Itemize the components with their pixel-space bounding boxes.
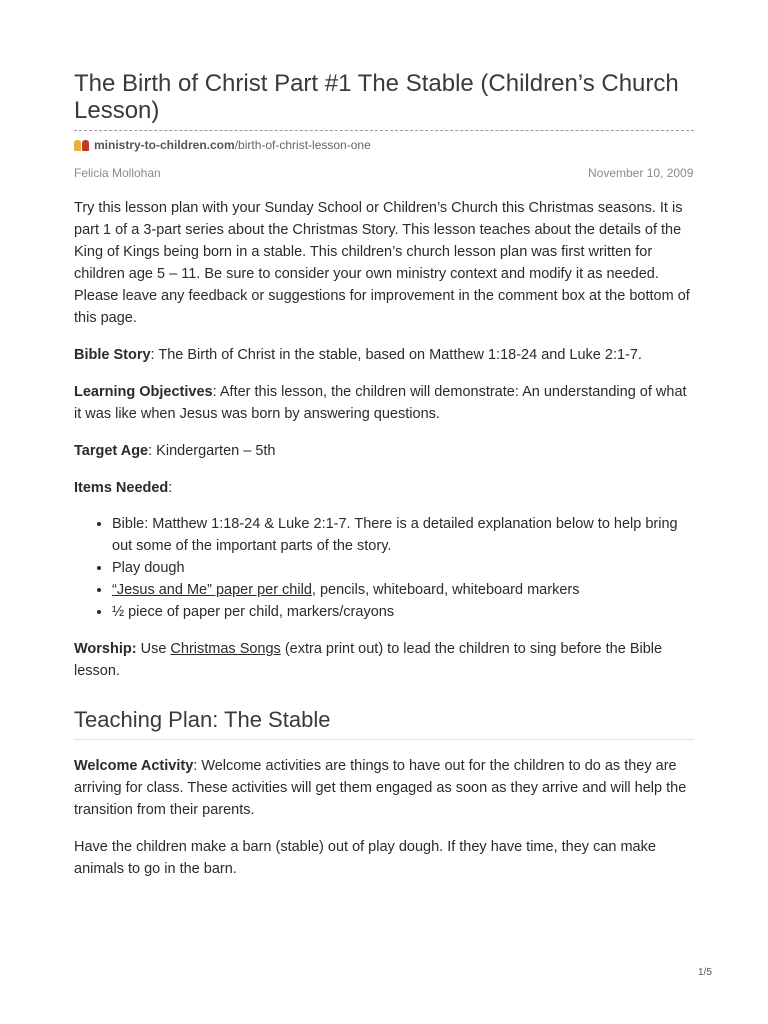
barn-paragraph: Have the children make a barn (stable) out of play dough. If they have time, they can make animals to go in the barn. bbox=[74, 839, 656, 877]
section-heading: Teaching Plan: The Stable bbox=[74, 706, 694, 740]
author-name: Felicia Mollohan bbox=[74, 166, 161, 180]
items-needed-label: Items Needed bbox=[74, 480, 169, 496]
page-number: 1/5 bbox=[698, 967, 712, 978]
objectives-text: : After this lesson, the children will demonstrate: An understanding of what it was like when Jesus was born by answering questions. bbox=[74, 384, 687, 422]
christmas-songs-link[interactable]: Christmas Songs bbox=[170, 641, 281, 657]
objectives-label: Learning Objectives bbox=[74, 384, 213, 400]
worship-label: Worship: bbox=[74, 641, 137, 657]
list-item bbox=[112, 579, 694, 601]
bible-story-text: : The Birth of Christ in the stable, based on Matthew 1:18-24 and Luke 2:1-7. bbox=[150, 347, 642, 363]
bible-story-label: Bible Story bbox=[74, 347, 151, 363]
items-list bbox=[74, 513, 694, 623]
objectives-paragraph bbox=[74, 381, 694, 425]
items-needed-heading bbox=[74, 477, 694, 499]
list-item bbox=[112, 557, 694, 579]
welcome-label: Welcome Activity bbox=[74, 758, 194, 774]
publish-date: November 10, 2009 bbox=[588, 166, 694, 180]
source-path[interactable]: /birth-of-christ-lesson-one bbox=[234, 138, 371, 152]
list-item bbox=[112, 513, 694, 557]
worship-paragraph bbox=[74, 638, 694, 682]
target-age-label: Target Age bbox=[74, 443, 149, 459]
article-meta bbox=[74, 164, 694, 182]
list-item-text: Play dough bbox=[112, 560, 185, 576]
list-item-text: ½ piece of paper per child, markers/crayons bbox=[112, 604, 395, 620]
jesus-and-me-link[interactable]: “Jesus and Me” paper per child bbox=[112, 582, 312, 598]
target-age-paragraph bbox=[74, 440, 694, 462]
intro-paragraph: Try this lesson plan with your Sunday School or Children’s Church this Christmas seasons. It is part 1 of a 3-part series about the Christmas Story. This lesson teaches about the details of the King of Kings being born in a stable. This children’s church lesson plan was first written for children age 5 – 11. Be sure to consider your own ministry context and modify it as needed. Please leave any feedback or suggestions for improvement in the comment box at the bottom of this page. bbox=[74, 200, 690, 326]
source-line bbox=[74, 137, 694, 153]
worship-post: (extra print out) to lead the children to sing before the Bible lesson. bbox=[74, 641, 663, 679]
welcome-text: : Welcome activities are things to have out for the children to do as they are arriving for class. These activities will get them engaged as soon as they arrive and will help the transition from their parents. bbox=[74, 758, 687, 818]
source-domain[interactable]: ministry-to-children.com bbox=[94, 138, 235, 152]
items-needed-suffix: : bbox=[168, 480, 173, 496]
article bbox=[74, 70, 694, 880]
target-age-text: : Kindergarten – 5th bbox=[148, 443, 276, 459]
children-logo-icon bbox=[74, 140, 89, 151]
list-item-text: , pencils, whiteboard, whiteboard markers bbox=[311, 582, 580, 598]
worship-pre: Use bbox=[136, 641, 171, 657]
page-title: The Birth of Christ Part #1 The Stable (Children’s Church Lesson) bbox=[74, 70, 694, 131]
list-item-text: Bible: Matthew 1:18-24 & Luke 2:1-7. There is a detailed explanation below to help bring out some of the important parts of the story. bbox=[112, 516, 678, 554]
welcome-paragraph bbox=[74, 755, 694, 821]
list-item bbox=[112, 601, 694, 623]
bible-story-paragraph bbox=[74, 344, 694, 366]
